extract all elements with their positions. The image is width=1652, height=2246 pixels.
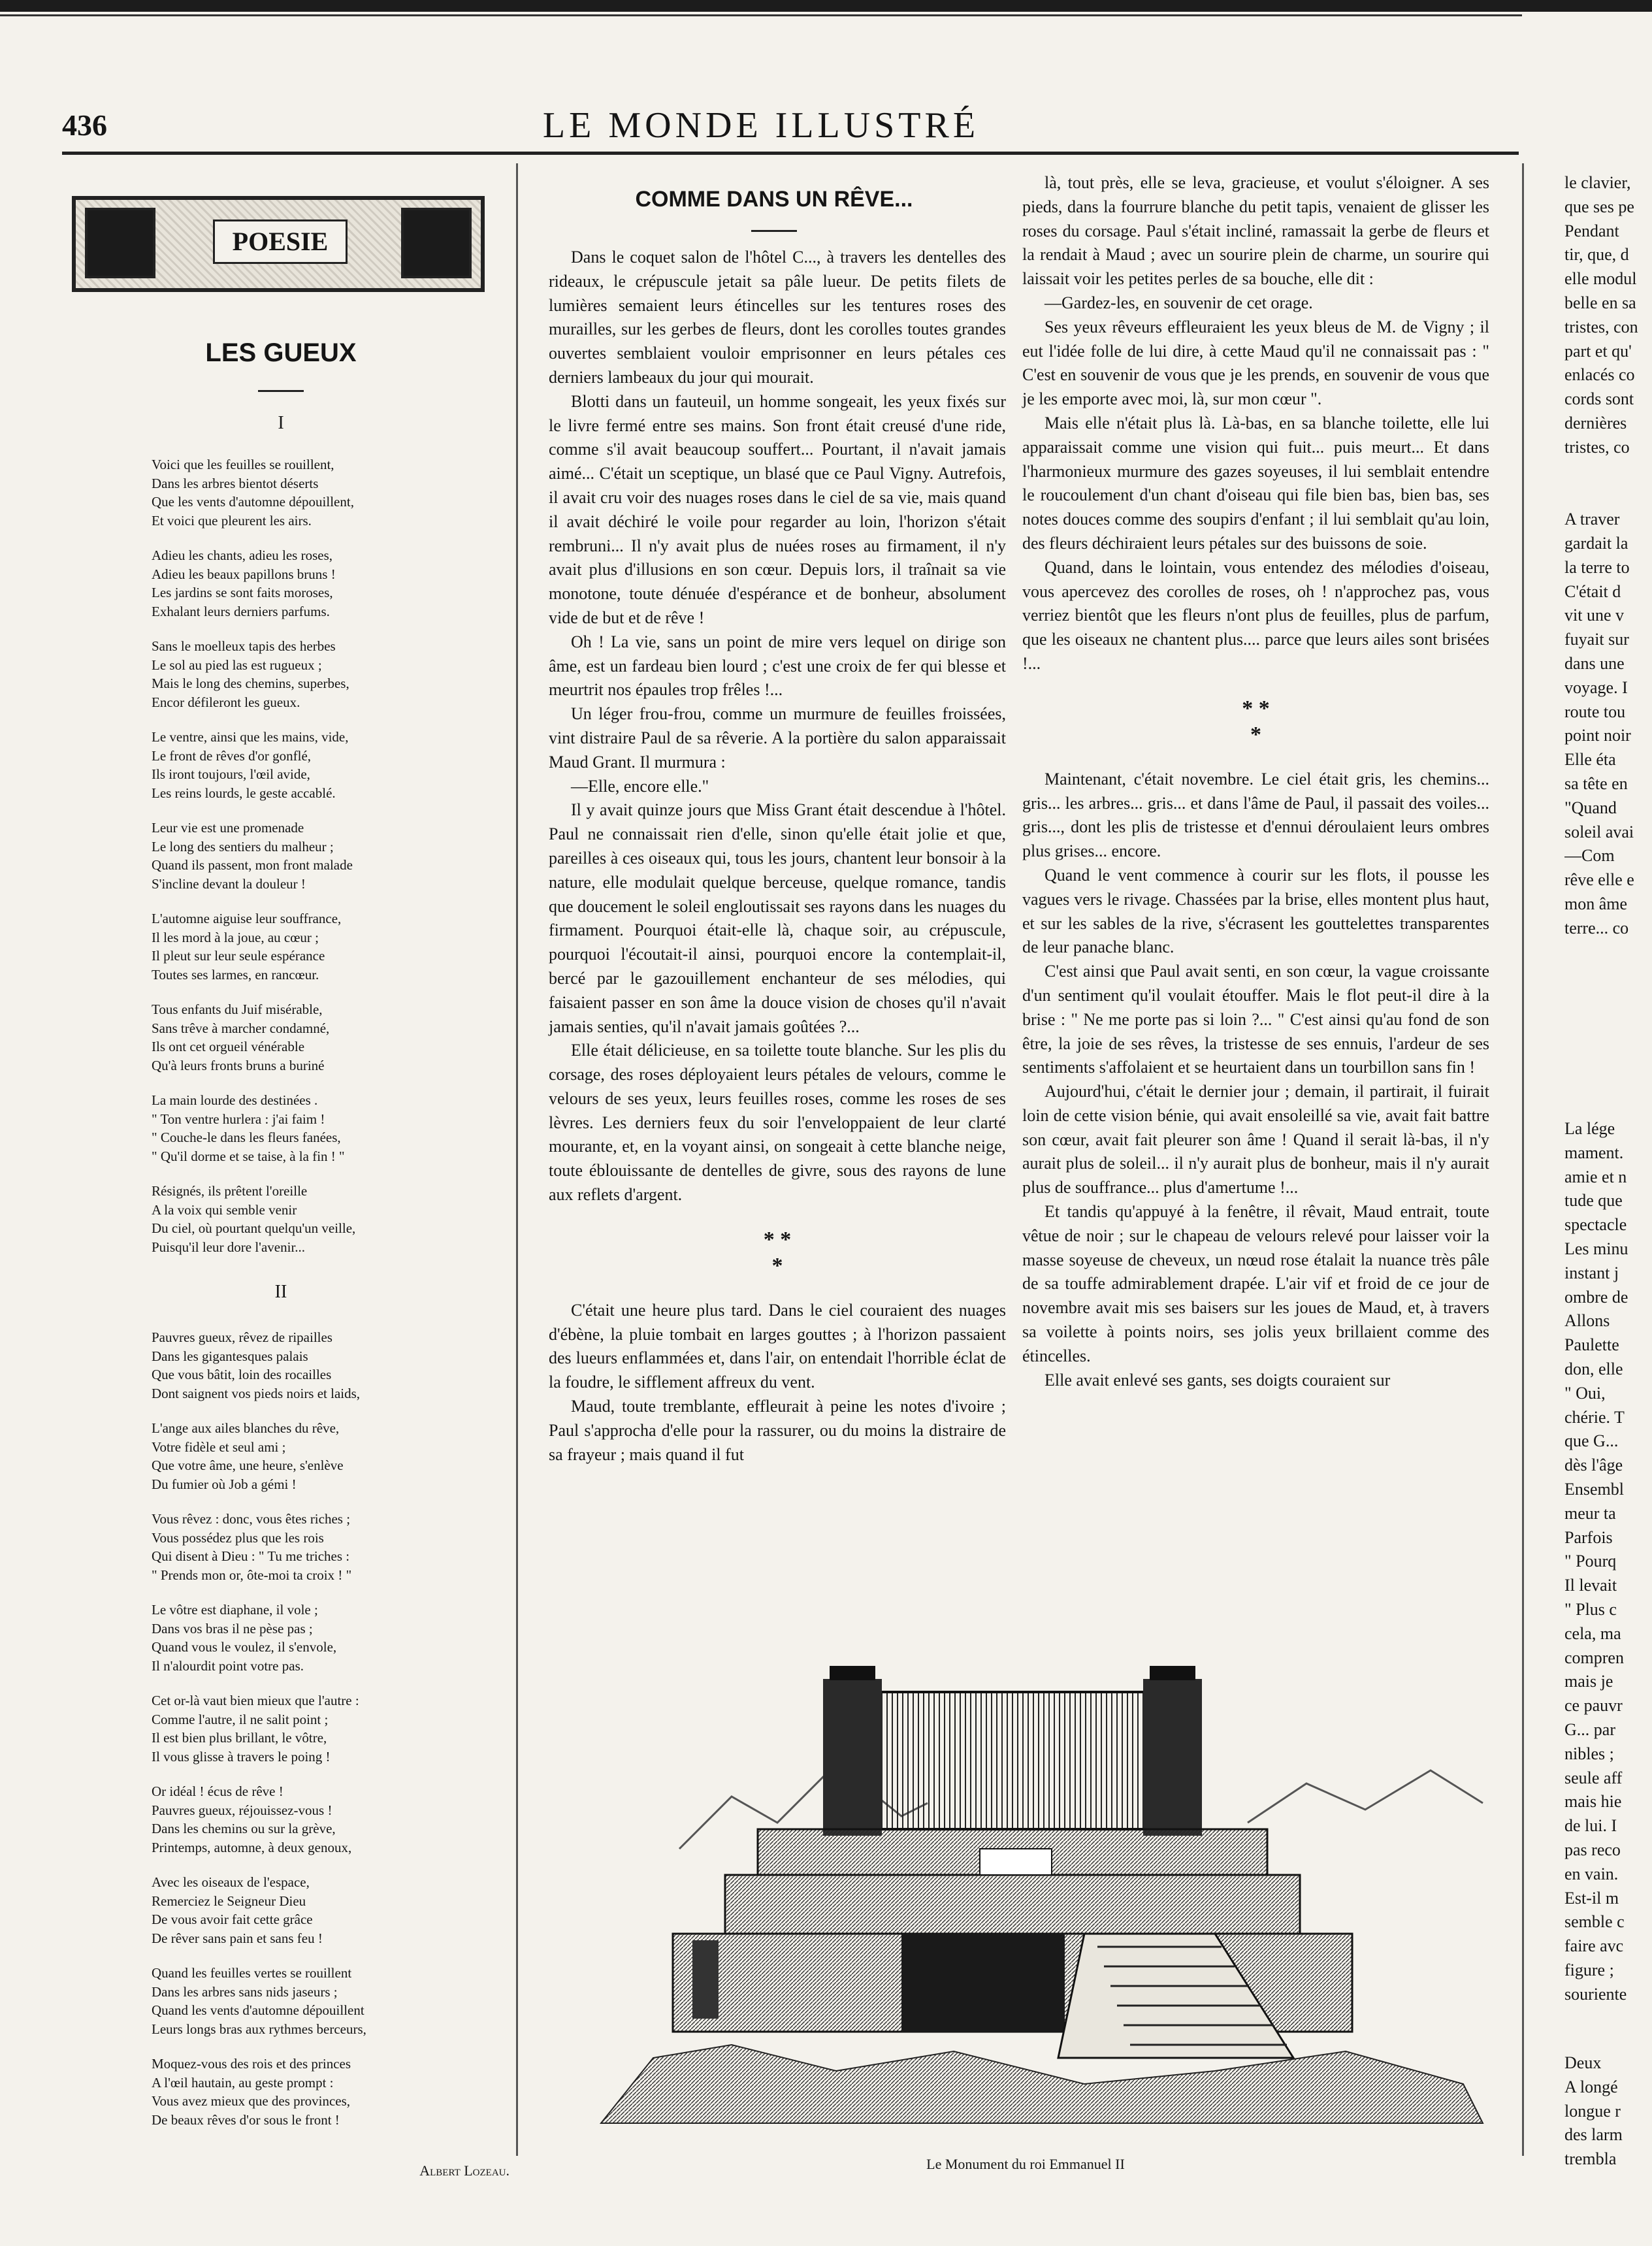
paragraph: Un léger frou-frou, comme un murmure de feuilles froissées, vint distraire Paul de sa rêverie. A la portière du salon apparaissait Maud Grant. Il murmura : <box>549 704 1006 772</box>
cut-line: belle en sa <box>1564 293 1636 312</box>
poem-line: Sans trêve à marcher condamné, <box>152 1020 330 1036</box>
cut-line <box>1564 460 1652 484</box>
poem-line: Comme l'autre, il ne salit point ; <box>152 1711 329 1727</box>
cut-line: spectacle <box>1564 1215 1627 1235</box>
cut-line: pas reco <box>1564 1840 1621 1859</box>
poem-line: Or idéal ! écus de rêve ! <box>152 1783 283 1799</box>
poem-line: Printemps, automne, à deux genoux, <box>152 1839 352 1855</box>
paragraph: Dans le coquet salon de l'hôtel C..., à travers les dentelles des rideaux, le crépuscule jetait sa pâle lueur. De petits filets de lumières semaient leurs étincelles sur les tentures roses des murailles, sur les gerbes de fleurs, dont les corolles toutes grandes ouvertes semblaient vouloir emprisonner en leurs pétales ces derniers lambeaux du jour qui mourait. <box>549 248 1006 387</box>
cut-line <box>1564 483 1652 508</box>
cut-line: dans une <box>1564 653 1625 673</box>
cut-line: longue r <box>1564 2101 1621 2121</box>
cut-line: que ses pe <box>1564 197 1634 216</box>
poem-line: Qui disent à Dieu : " Tu me triches : <box>152 1548 350 1564</box>
cut-line: cords sont <box>1564 389 1634 409</box>
cut-line: nibles ; <box>1564 1744 1614 1763</box>
story-section <box>549 1299 1006 1467</box>
paragraph: Et tandis qu'appuyé à la fenêtre, il rêvait, Maud entrait, toute vêtue de noir ; sur le chapeau de velours relevé pour laisser voir la masse soyeuse de cheveux, un nœud rose étalait la nuance très pâle de sa touffe admirablement drapée. L'air vif et froid de ce jour de novembre avait mis ses baisers sur les joues de Maud, et, à travers sa voilette à points noirs, ses jolis yeux brillaient comme des étincelles. <box>1022 1202 1489 1365</box>
poem-line: Le vôtre est diaphane, il vole ; <box>152 1602 318 1618</box>
poem-line: " Qu'il dorme et se taise, à la fin ! " <box>152 1148 345 1164</box>
cut-line: Ensembl <box>1564 1479 1624 1499</box>
foreground-rocks <box>601 2045 1483 2123</box>
stanza <box>152 455 491 530</box>
cut-line: cela, ma <box>1564 1623 1621 1643</box>
poem-line: Que votre âme, une heure, s'enlève <box>152 1457 344 1473</box>
asterism: * * * <box>1242 696 1270 747</box>
cut-line: voyage. I <box>1564 677 1628 697</box>
cut-line: meur ta <box>1564 1503 1616 1523</box>
paragraph: Aujourd'hui, c'était le dernier jour ; demain, il partirait, il fuirait loin de cette vision bénie, qui avait ensoleillé sa vie, avait fait battre son cœur, avait fait pleurer son âme ! Quand il serait là-bas, il n'y aurait plus de soleil... il n'y aurait plus de bonheur, mais il n'y aurait plus de souffrance... plus d'amertume !... <box>1022 1082 1489 1197</box>
stanza <box>152 1510 491 1584</box>
cut-line: ce pauvr <box>1564 1696 1623 1716</box>
cut-line: Paulette <box>1564 1335 1619 1355</box>
cut-line: A longé <box>1564 2077 1618 2096</box>
poem-line: Exhalant leurs derniers parfums. <box>152 603 330 619</box>
paragraph: Oh ! La vie, sans un point de mire vers lequel on dirige son âme, est un fardeau bien lourd ; c'est une croix de fer qui blesse et meurtrit nos épaules trop frêles !... <box>549 632 1006 700</box>
cut-line: seule aff <box>1564 1768 1623 1787</box>
poem-line: Ils ont cet orgueil vénérable <box>152 1039 305 1054</box>
cut-line: Il levait <box>1564 1576 1617 1595</box>
monument-illustration <box>562 1653 1489 2130</box>
poem-line: Les reins lourds, le geste accablé. <box>152 785 336 801</box>
poem-line: Quand les vents d'automne dépouillent <box>152 2002 364 2018</box>
poem-line: Ils iront toujours, l'œil avide, <box>152 766 310 782</box>
cut-line: gardait la <box>1564 533 1628 553</box>
cut-line: route tou <box>1564 702 1626 721</box>
poem-line: Encor défileront les gueux. <box>152 694 300 710</box>
poem-part-1 <box>152 455 491 1273</box>
poem-line: Toutes ses larmes, en rancœur. <box>152 966 319 983</box>
stanza <box>152 1691 491 1766</box>
poem-line: Puisqu'il leur dore l'avenir... <box>152 1239 306 1255</box>
poem-line: Le ventre, ainsi que les mains, vide, <box>152 729 349 745</box>
poem-line: Cet or-là vaut bien mieux que l'autre : <box>152 1693 359 1708</box>
story-column-2 <box>1022 171 1489 1392</box>
cut-line: dernières <box>1564 413 1627 432</box>
poem-line: Il est bien plus brillant, le vôtre, <box>152 1730 327 1746</box>
cut-line: mais hie <box>1564 1792 1622 1812</box>
poem-line: Il les mord à la joue, au cœur ; <box>152 929 319 945</box>
cut-line: chérie. T <box>1564 1407 1625 1427</box>
paragraph: Mais elle n'était plus là. Là-bas, en sa blanche toilette, elle lui apparaissait comme une vision qui fuit... puis meurt... Et dans l'harmonieux murmure des gazes soyeuses, il lui semblait entendre le roucoulement d'un chant d'oiseau qui file bien bas, bien bas, ses notes douces comme des soupirs d'enfant ; il lui semblait qu'au loin, des fleurs déchiraient leurs pétales sur des buissons de soie. <box>1022 413 1489 553</box>
illustration-caption: Le Monument du roi Emmanuel II <box>926 2156 1125 2172</box>
poem-line: Pauvres gueux, rêvez de ripailles <box>152 1329 332 1345</box>
page-number: 436 <box>62 108 107 142</box>
poem-line: Dans les arbres sans nids jaseurs ; <box>152 1983 338 2000</box>
stanza <box>152 1182 491 1256</box>
stanza <box>152 1873 491 1947</box>
poem-line: Avec les oiseaux de l'espace, <box>152 1874 310 1890</box>
stanza <box>152 1782 491 1857</box>
poem-line: Pauvres gueux, réjouissez-vous ! <box>152 1802 332 1818</box>
poem-line: Remerciez le Seigneur Dieu <box>152 1893 306 1909</box>
poem-line: Il n'alourdit point votre pas. <box>152 1657 304 1674</box>
cut-column-middle <box>1564 1117 1652 2006</box>
paragraph: C'est ainsi que Paul avait senti, en son cœur, la vague croissante d'un sentiment qu'il voulait étouffer. Mais le flot peut-il dire à la brise : " Ne me porte pas si loin ?... " C'est ainsi qu'au fond de son être, la joie de ses rêves, la tristesse de ses ennuis, l'ardeur de ses sentiments s'affolaient et se heurtaient dans un tourbillon sans fin ! <box>1022 962 1489 1077</box>
poem-line: Il vous glisse à travers le poing ! <box>152 1748 331 1765</box>
poem-line: Les jardins se sont faits moroses, <box>152 585 333 600</box>
cut-line: " Oui, <box>1564 1383 1606 1403</box>
poem-line: Voici que les feuilles se rouillent, <box>152 457 334 472</box>
ornament-icon <box>401 208 472 278</box>
poem-line: Leurs longs bras aux rythmes berceurs, <box>152 2021 366 2037</box>
poem-line: A la voix qui semble venir <box>152 1201 297 1218</box>
cut-line: instant j <box>1564 1263 1619 1282</box>
paragraph: Elle avait enlevé ses gants, ses doigts couraient sur <box>1045 1370 1391 1390</box>
stanza <box>152 1091 491 1165</box>
story-title: COMME DANS UN RÊVE... <box>635 187 913 212</box>
paragraph: Maintenant, c'était novembre. Le ciel était gris, les chemins... gris... les arbres... gris... et dans l'âme de Paul, il passait des voiles... gris..., dont les plis de tristesse et d'ennui déroulaient leurs ombres plus grises... encore. <box>1022 769 1489 861</box>
cut-line: G... par <box>1564 1719 1615 1739</box>
stanza <box>152 1419 491 1493</box>
cut-line: compren <box>1564 1648 1624 1667</box>
cut-line: don, elle <box>1564 1359 1623 1378</box>
poem-line: Quand les feuilles vertes se rouillent <box>152 1965 352 1981</box>
poem-line: Dans vos bras il ne pèse pas ; <box>152 1620 313 1636</box>
cut-line: " Plus c <box>1564 1599 1617 1619</box>
banner-label: POESIE <box>213 220 348 264</box>
cut-line: Parfois <box>1564 1527 1613 1547</box>
poem-line: La main lourde des destinées . <box>152 1092 318 1108</box>
poem-part-2 <box>152 1328 491 2145</box>
stanza <box>152 2055 491 2129</box>
poem-line: Vous rêvez : donc, vous êtes riches ; <box>152 1511 351 1527</box>
poem-title: LES GUEUX <box>205 338 357 367</box>
paragraph: Elle était délicieuse, en sa toilette toute blanche. Sur les plis du corsage, des roses déployaient leurs pétales de velours, comme le velours de ses yeux, leurs feuilles roses, comme les roses de ses lèvres. Les derniers feux du soir l'enveloppaient de leur clarté mourante, et, en la voyant ainsi, on songeait à cette blanche neige, toute éblouissante de dentelles de givre, sous des rayons de lune aux reflets d'argent. <box>549 1041 1006 1205</box>
cut-line: La lége <box>1564 1119 1615 1138</box>
poem-line: Que vous bâtit, loin des rocailles <box>152 1367 332 1382</box>
cut-line: mon âme <box>1564 894 1628 913</box>
masthead: LE MONDE ILLUSTRÉ <box>542 105 980 146</box>
cut-line: souriente <box>1564 1984 1627 2004</box>
poem-line: Du ciel, où pourtant quelqu'un veille, <box>152 1220 356 1236</box>
cut-line: ombre de <box>1564 1287 1628 1307</box>
poem-line: Qu'à leurs fronts bruns a buriné <box>152 1057 325 1073</box>
paragraph: Blotti dans un fauteuil, un homme songeait, les yeux fixés sur le livre fermé entre ses mains. Son front était creusé d'une ride, comme s'il avait beaucoup souffert... Pourtant, il n'avait jamais aimé... C'était un sceptique, un blasé que ce Paul Vigny. Autrefois, il avait cru voir des nuages roses dans le ciel de sa vie, mais quand il avait déchiré le voile pour regarder au loin, l'horizon s'était rembruni... Il n'y avait plus de nuées roses au firmament, il n'y avait plus d'illusions en son cœur. Depuis lors, il traînait sa vie monotone, toute dénuée d'espérance et de bonheur, absolument vide de but et de rêve ! <box>549 391 1006 627</box>
poem-line: De beaux rêves d'or sous le front ! <box>152 2111 340 2128</box>
paragraph: là, tout près, elle se leva, gracieuse, et voulut s'éloigner. A ses pieds, dans la fourrure blanche du petit tapis, venaient de glisser les roses du corsage. Paul s'était incliné, ramassait la gerbe de fleurs et la rendait à Maud ; avec un sourire plein de charme, un sourire qui laissait voir les petites perles de sa bouche, elle dit : <box>1022 173 1489 289</box>
poem-line: Vous avez mieux que des provinces, <box>152 2093 351 2109</box>
poem-author: Albert Lozeau. <box>419 2162 510 2179</box>
asterism: * * * <box>763 1227 792 1278</box>
paragraph: Quand le vent commence à courir sur les flots, il pousse les vagues vers le rivage. Chassées par la brise, elles montent plus haut, et sur les sables de la rive, s'écrasent les gouttelettes transparentes de leur panache blanc. <box>1022 865 1489 957</box>
cut-line: tristes, co <box>1564 437 1630 457</box>
poem-line: Mais le long des chemins, superbes, <box>152 675 349 691</box>
cut-line: enlacés co <box>1564 365 1635 385</box>
top-border <box>0 0 1652 12</box>
poem-line: Et voici que pleurent les airs. <box>152 512 312 529</box>
paragraph: —Gardez-les, en souvenir de cet orage. <box>1045 293 1313 312</box>
cut-line: tir, que, d <box>1564 245 1629 265</box>
cut-line: "Quand <box>1564 798 1617 817</box>
title-rule <box>258 390 304 392</box>
cut-line: Est-il m <box>1564 1888 1619 1908</box>
poem-line: Le long des sentiers du malheur ; <box>152 838 334 854</box>
poetry-banner <box>72 196 485 292</box>
cut-line: sa tête en <box>1564 773 1628 793</box>
cut-line: terre... co <box>1564 918 1629 937</box>
poem-line: Adieu les chants, adieu les roses, <box>152 547 333 563</box>
cut-line: que G... <box>1564 1431 1619 1451</box>
paragraph: Quand, dans le lointain, vous entendez des mélodies d'oiseau, vous apercevez des corolles de roses, oh ! n'approchez pas, vous verriez bientôt que les fleurs n'ont plus de feuilles, plus de parfum, que les oiseaux ne chantent plus.... parce que leurs ailes sont brisées !... <box>1022 557 1489 673</box>
poem-line: Dont saignent vos pieds noirs et laids, <box>152 1385 361 1401</box>
stanza <box>152 819 491 893</box>
story-section <box>1022 171 1489 676</box>
cut-line: tristes, con <box>1564 317 1638 336</box>
poem-line: S'incline devant la douleur ! <box>152 875 306 892</box>
poem-line: Adieu les beaux papillons bruns ! <box>152 566 336 582</box>
cut-line: Allons <box>1564 1311 1610 1331</box>
cut-line: Pendant <box>1564 221 1619 240</box>
cut-line: trembla <box>1564 2149 1617 2169</box>
poem-line: Quand ils passent, mon front malade <box>152 857 353 873</box>
cut-line: Deux <box>1564 2053 1602 2072</box>
poem-line: Résignés, ils prêtent l'oreille <box>152 1183 308 1199</box>
cut-line: vit une v <box>1564 606 1624 625</box>
poem-line: L'automne aiguise leur souffrance, <box>152 911 342 926</box>
cut-line: en vain. <box>1564 1864 1619 1883</box>
column-divider <box>516 163 518 2156</box>
cut-line: rêve elle e <box>1564 870 1634 890</box>
paragraph: Maud, toute tremblante, effleurait à peine les notes d'ivoire ; Paul s'approcha d'elle pour la rassurer, ou du moins la distraire de sa frayeur ; mais quand il fut <box>549 1397 1006 1464</box>
cut-line: de lui. I <box>1564 1816 1617 1836</box>
cut-line: le clavier, <box>1564 173 1631 192</box>
cut-line: mais je <box>1564 1672 1613 1691</box>
cut-line: Les minu <box>1564 1239 1628 1258</box>
cut-line: des larm <box>1564 2125 1623 2145</box>
poem-line: Moquez-vous des rois et des princes <box>152 2056 351 2072</box>
stanza <box>152 909 491 984</box>
poem-line: Votre fidèle et seul ami ; <box>152 1439 286 1455</box>
cut-line: la terre to <box>1564 557 1630 577</box>
stanza <box>152 1964 491 2038</box>
part-number: II <box>274 1282 287 1302</box>
poem-line: Quand vous le voulez, il s'envole, <box>152 1639 337 1655</box>
poem-line: Dans les arbres bientot déserts <box>152 475 319 491</box>
poem-line: Dans les chemins ou sur la grève, <box>152 1821 336 1836</box>
paragraph: Ses yeux rêveurs effleuraient les yeux bleus de M. de Vigny ; il eut l'idée folle de lui dire, à cette Maud qu'il ne connaissait pas : " C'est en souvenir de vous que je les prends, en souvenir de vous que je les emporte avec moi, là, sur mon cœur ". <box>1022 317 1489 409</box>
poem-line: Le sol au pied las est rugueux ; <box>152 657 322 673</box>
cut-line: part et qu' <box>1564 341 1632 361</box>
cut-line: faire avc <box>1564 1936 1624 1956</box>
cut-line: A traver <box>1564 510 1620 529</box>
cut-line: dès l'âge <box>1564 1456 1623 1475</box>
cut-line: semble c <box>1564 1912 1625 1932</box>
title-rule <box>751 230 797 232</box>
stanza <box>152 1601 491 1675</box>
poem-line: Vous possédez plus que les rois <box>152 1529 324 1546</box>
cut-column-top <box>1564 171 1652 941</box>
cut-line: C'était d <box>1564 581 1621 601</box>
poem-line: Il pleut sur leur seule espérance <box>152 948 325 964</box>
poem-line: De rêver sans pain et sans feu ! <box>152 1930 323 1946</box>
poem-line: " Ton ventre hurlera : j'ai faim ! <box>152 1111 325 1127</box>
cut-line: figure ; <box>1564 1960 1614 1979</box>
cut-line: mament. <box>1564 1143 1624 1162</box>
poem-line: Dans les gigantesques palais <box>152 1348 308 1364</box>
cut-line: —Com <box>1564 846 1615 866</box>
poem-line: Le front de rêves d'or gonflé, <box>152 747 312 764</box>
story-column-1 <box>549 246 1006 1467</box>
monument-building <box>673 1666 1352 2058</box>
poem-line: Que les vents d'automne dépouillent, <box>152 494 354 510</box>
poem-line: A l'œil hautain, au geste prompt : <box>152 2074 334 2091</box>
stanza <box>152 728 491 802</box>
header-rule <box>62 152 1519 155</box>
cut-line: elle modul <box>1564 269 1637 289</box>
paragraph: Il y avait quinze jours que Miss Grant était descendue à l'hôtel. Paul ne connaissait rien d'elle, sinon qu'elle était jolie et que, pareilles à ces oiseaux qui, tous les jours, chantent leur bonsoir à la nature, elle modulait quelque berceuse, quelque romance, tandis que doucement le soleil engloutissait ses rayons dans les nuages du firmament. Pourquoi était-elle là, chaque soir, au crépuscule, pourquoi l'écoutait-il ainsi, pourquoi encore la contemplait-il, bercé par le gazouillement enchanteur de ses mélodies, qui faisaient passer en son âme la douce vision de choses qu'il n'avait jamais senties, qu'il n'avait jamais goûtées ?... <box>549 800 1006 1036</box>
story-section <box>549 246 1006 1207</box>
top-border-thin <box>0 14 1522 16</box>
cut-line: " Pourq <box>1564 1552 1617 1571</box>
poem-line: Leur vie est une promenade <box>152 820 304 836</box>
poem-line: L'ange aux ailes blanches du rêve, <box>152 1420 340 1436</box>
poem-line: Sans le moelleux tapis des herbes <box>152 638 336 654</box>
cut-line: fuyait sur <box>1564 630 1629 649</box>
stanza <box>152 637 491 711</box>
cut-line: soleil avai <box>1564 822 1634 841</box>
stanza <box>152 1000 491 1075</box>
cut-line: point noir <box>1564 726 1631 745</box>
story-section <box>1022 768 1489 1393</box>
stanza <box>152 1328 491 1403</box>
poem-line: " Couche-le dans les fleurs fanées, <box>152 1130 341 1145</box>
paragraph: C'était une heure plus tard. Dans le ciel couraient des nuages d'ébène, la pluie tombait en larges gouttes ; à l'horizon passaient des lueurs enflammées et, dans l'air, on entendait l'horrible éclat de la foudre, le sifflement affreux du vent. <box>549 1300 1006 1392</box>
ornament-icon <box>85 208 155 278</box>
poem-line: De vous avoir fait cette grâce <box>152 1912 313 1927</box>
poem-line: Du fumier où Job a gémi ! <box>152 1476 297 1492</box>
poem-line: Tous enfants du Juif misérable, <box>152 1001 323 1017</box>
part-number: I <box>278 413 284 433</box>
column-divider <box>1522 163 1524 2156</box>
cut-line: tude que <box>1564 1191 1623 1211</box>
cut-column-bottom <box>1564 2051 1652 2172</box>
poem-line: " Prends mon or, ôte-moi ta croix ! " <box>152 1567 352 1583</box>
cut-line: Elle éta <box>1564 750 1616 770</box>
stanza <box>152 546 491 621</box>
cut-line: amie et n <box>1564 1167 1627 1186</box>
paragraph: —Elle, encore elle." <box>571 776 709 796</box>
